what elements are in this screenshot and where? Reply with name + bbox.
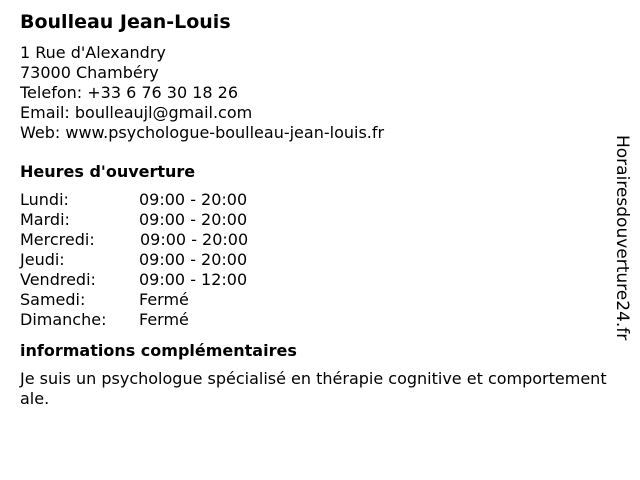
- time-value: 09:00 - 20:00: [139, 210, 248, 229]
- day-label: Jeudi:: [20, 250, 65, 269]
- hours-row-thursday: [20, 250, 610, 270]
- hours-row-friday: [20, 270, 610, 290]
- contact-block: [20, 43, 610, 143]
- business-name: Boulleau Jean-Louis: [20, 11, 231, 33]
- phone-number: Telefon: +33 6 76 30 18 26: [20, 83, 239, 102]
- day-label: Samedi:: [20, 290, 86, 309]
- hours-row-tuesday: [20, 210, 610, 230]
- additional-info-text: Je suis un psychologue spécialisé en thérapie cognitive et comportementale.: [20, 369, 607, 408]
- address-city: 73000 Chambéry: [20, 63, 159, 82]
- hours-row-wednesday: [20, 230, 610, 250]
- day-label: Mercredi:: [20, 230, 95, 249]
- site-watermark: Horairesdouverture24.fr: [612, 135, 632, 341]
- additional-info-heading: informations complémentaires: [20, 341, 297, 360]
- time-value: Fermé: [139, 290, 189, 309]
- time-value: 09:00 - 12:00: [139, 270, 248, 289]
- business-card: [20, 10, 610, 409]
- time-value: 09:00 - 20:00: [140, 230, 249, 249]
- address-street: 1 Rue d'Alexandry: [20, 43, 166, 62]
- day-label: Mardi:: [20, 210, 70, 229]
- day-label: Vendredi:: [20, 270, 96, 289]
- opening-hours-table: [20, 190, 610, 330]
- email-address: Email: boulleaujl@gmail.com: [20, 103, 253, 122]
- time-value: 09:00 - 20:00: [139, 190, 248, 209]
- day-label: Lundi:: [20, 190, 69, 209]
- hours-row-monday: [20, 190, 610, 210]
- time-value: 09:00 - 20:00: [139, 250, 248, 269]
- opening-hours-heading: Heures d'ouverture: [20, 162, 196, 181]
- website: Web: www.psychologue-boulleau-jean-louis.fr: [20, 123, 385, 142]
- hours-row-saturday: [20, 290, 610, 310]
- day-label: Dimanche:: [20, 310, 107, 329]
- time-value: Fermé: [139, 310, 189, 329]
- hours-row-sunday: [20, 310, 610, 330]
